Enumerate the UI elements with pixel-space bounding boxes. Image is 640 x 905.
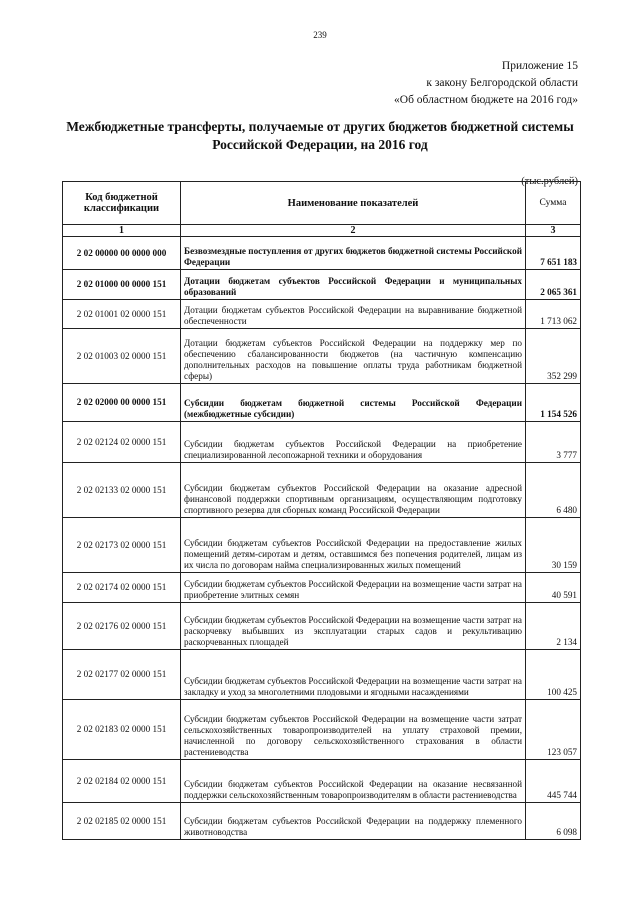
column-number: 3 bbox=[526, 225, 581, 237]
header-sum: Сумма bbox=[526, 182, 581, 225]
cell-name: Дотации бюджетам субъектов Российской Федерации и муниципальных образований bbox=[181, 270, 526, 300]
table-row bbox=[63, 603, 581, 650]
table-row bbox=[63, 329, 581, 384]
column-number: 1 bbox=[63, 225, 181, 237]
cell-sum: 30 159 bbox=[526, 518, 581, 573]
appendix-line-2: к закону Белгородской области bbox=[426, 77, 578, 89]
table-row bbox=[63, 270, 581, 300]
cell-code: 2 02 02183 02 0000 151 bbox=[63, 700, 181, 760]
cell-name: Дотации бюджетам субъектов Российской Федерации на выравнивание бюджетной обеспеченности bbox=[181, 300, 526, 329]
cell-code: 2 02 02174 02 0000 151 bbox=[63, 573, 181, 603]
cell-code: 2 02 02177 02 0000 151 bbox=[63, 650, 181, 700]
cell-sum: 2 134 bbox=[526, 603, 581, 650]
column-number-row bbox=[63, 225, 581, 237]
table-row bbox=[63, 384, 581, 422]
cell-name: Субсидии бюджетам субъектов Российской Федерации на оказание адресной финансовой поддержки спортивным организациям, осуществляющим подготовку спортивного резерва для сборных команд Российской Федерации bbox=[181, 463, 526, 518]
cell-name: Дотации бюджетам субъектов Российской Федерации на поддержку мер по обеспечению сбалансированности бюджетов (на частичную компенсацию дополнительных расходов на повышение оплаты труда работникам бюджетной сферы) bbox=[181, 329, 526, 384]
cell-code: 2 02 02173 02 0000 151 bbox=[63, 518, 181, 573]
cell-sum: 1 713 062 bbox=[526, 300, 581, 329]
cell-sum: 6 480 bbox=[526, 463, 581, 518]
cell-code: 2 02 02124 02 0000 151 bbox=[63, 422, 181, 463]
cell-code: 2 02 02133 02 0000 151 bbox=[63, 463, 181, 518]
units-label: (тыс.рублей) bbox=[521, 176, 578, 187]
cell-code: 2 02 01000 00 0000 151 bbox=[63, 270, 181, 300]
cell-name: Субсидии бюджетам субъектов Российской Федерации на возмещение части затрат на закладку и уход за многолетними плодовыми и ягодными насаждениями bbox=[181, 650, 526, 700]
table-row bbox=[63, 650, 581, 700]
header-code: Код бюджетной классификации bbox=[63, 182, 181, 225]
appendix-line-1: Приложение 15 bbox=[501, 60, 578, 72]
table-row bbox=[63, 760, 581, 803]
table-row bbox=[63, 422, 581, 463]
cell-name: Субсидии бюджетам субъектов Российской Федерации на возмещение части затрат сельскохозяйственных товаропроизводителей на уплату страховой премии, начисленной по договору сельскохозяйственного страхования в области растениеводства bbox=[181, 700, 526, 760]
transfers-table bbox=[62, 181, 581, 840]
column-number: 2 bbox=[181, 225, 526, 237]
cell-sum: 7 651 183 bbox=[526, 237, 581, 270]
table-row bbox=[63, 300, 581, 329]
title-line-1: Межбюджетные трансферты, получаемые от других бюджетов бюджетной системы bbox=[66, 119, 574, 134]
cell-name: Субсидии бюджетам бюджетной системы Российской Федерации (межбюджетные субсидии) bbox=[181, 384, 526, 422]
cell-code: 2 02 00000 00 0000 000 bbox=[63, 237, 181, 270]
cell-sum: 352 299 bbox=[526, 329, 581, 384]
cell-name: Субсидии бюджетам субъектов Российской Федерации на возмещение части затрат на приобретение элитных семян bbox=[181, 573, 526, 603]
cell-sum: 100 425 bbox=[526, 650, 581, 700]
cell-name: Безвозмездные поступления от других бюджетов бюджетной системы Российской Федерации bbox=[181, 237, 526, 270]
appendix-line-3: «Об областном бюджете на 2016 год» bbox=[394, 94, 578, 106]
cell-name: Субсидии бюджетам субъектов Российской Федерации на поддержку племенного животноводства bbox=[181, 803, 526, 840]
cell-name: Субсидии бюджетам субъектов Российской Федерации на предоставление жилых помещений детям-сиротам и детям, оставшимся без попечения родителей, лицам из их числа по договорам найма специализированных жилых помещений bbox=[181, 518, 526, 573]
cell-sum: 6 098 bbox=[526, 803, 581, 840]
table-row bbox=[63, 803, 581, 840]
cell-name: Субсидии бюджетам субъектов Российской Федерации на оказание несвязанной поддержки сельскохозяйственным товаропроизводителям в области растениеводства bbox=[181, 760, 526, 803]
cell-code: 2 02 02185 02 0000 151 bbox=[63, 803, 181, 840]
document-title bbox=[40, 118, 600, 154]
cell-sum: 2 065 361 bbox=[526, 270, 581, 300]
header-name: Наименование показателей bbox=[181, 182, 526, 225]
table-row bbox=[63, 518, 581, 573]
cell-sum: 445 744 bbox=[526, 760, 581, 803]
cell-sum: 123 057 bbox=[526, 700, 581, 760]
table-row bbox=[63, 237, 581, 270]
cell-sum: 40 591 bbox=[526, 573, 581, 603]
cell-code: 2 02 02000 00 0000 151 bbox=[63, 384, 181, 422]
cell-code: 2 02 01001 02 0000 151 bbox=[63, 300, 181, 329]
appendix-header bbox=[394, 58, 578, 109]
cell-name: Субсидии бюджетам субъектов Российской Федерации на возмещение части затрат на раскорчевку выбывших из эксплуатации старых садов и рекультивацию раскорчеванных площадей bbox=[181, 603, 526, 650]
cell-code: 2 02 02176 02 0000 151 bbox=[63, 603, 181, 650]
table-row bbox=[63, 573, 581, 603]
cell-code: 2 02 02184 02 0000 151 bbox=[63, 760, 181, 803]
cell-sum: 3 777 bbox=[526, 422, 581, 463]
table-row bbox=[63, 463, 581, 518]
cell-sum: 1 154 526 bbox=[526, 384, 581, 422]
page-number: 239 bbox=[313, 30, 327, 40]
cell-name: Субсидии бюджетам субъектов Российской Федерации на приобретение специализированной лесопожарной техники и оборудования bbox=[181, 422, 526, 463]
table-row bbox=[63, 700, 581, 760]
cell-code: 2 02 01003 02 0000 151 bbox=[63, 329, 181, 384]
title-line-2: Российской Федерации, на 2016 год bbox=[212, 137, 428, 152]
